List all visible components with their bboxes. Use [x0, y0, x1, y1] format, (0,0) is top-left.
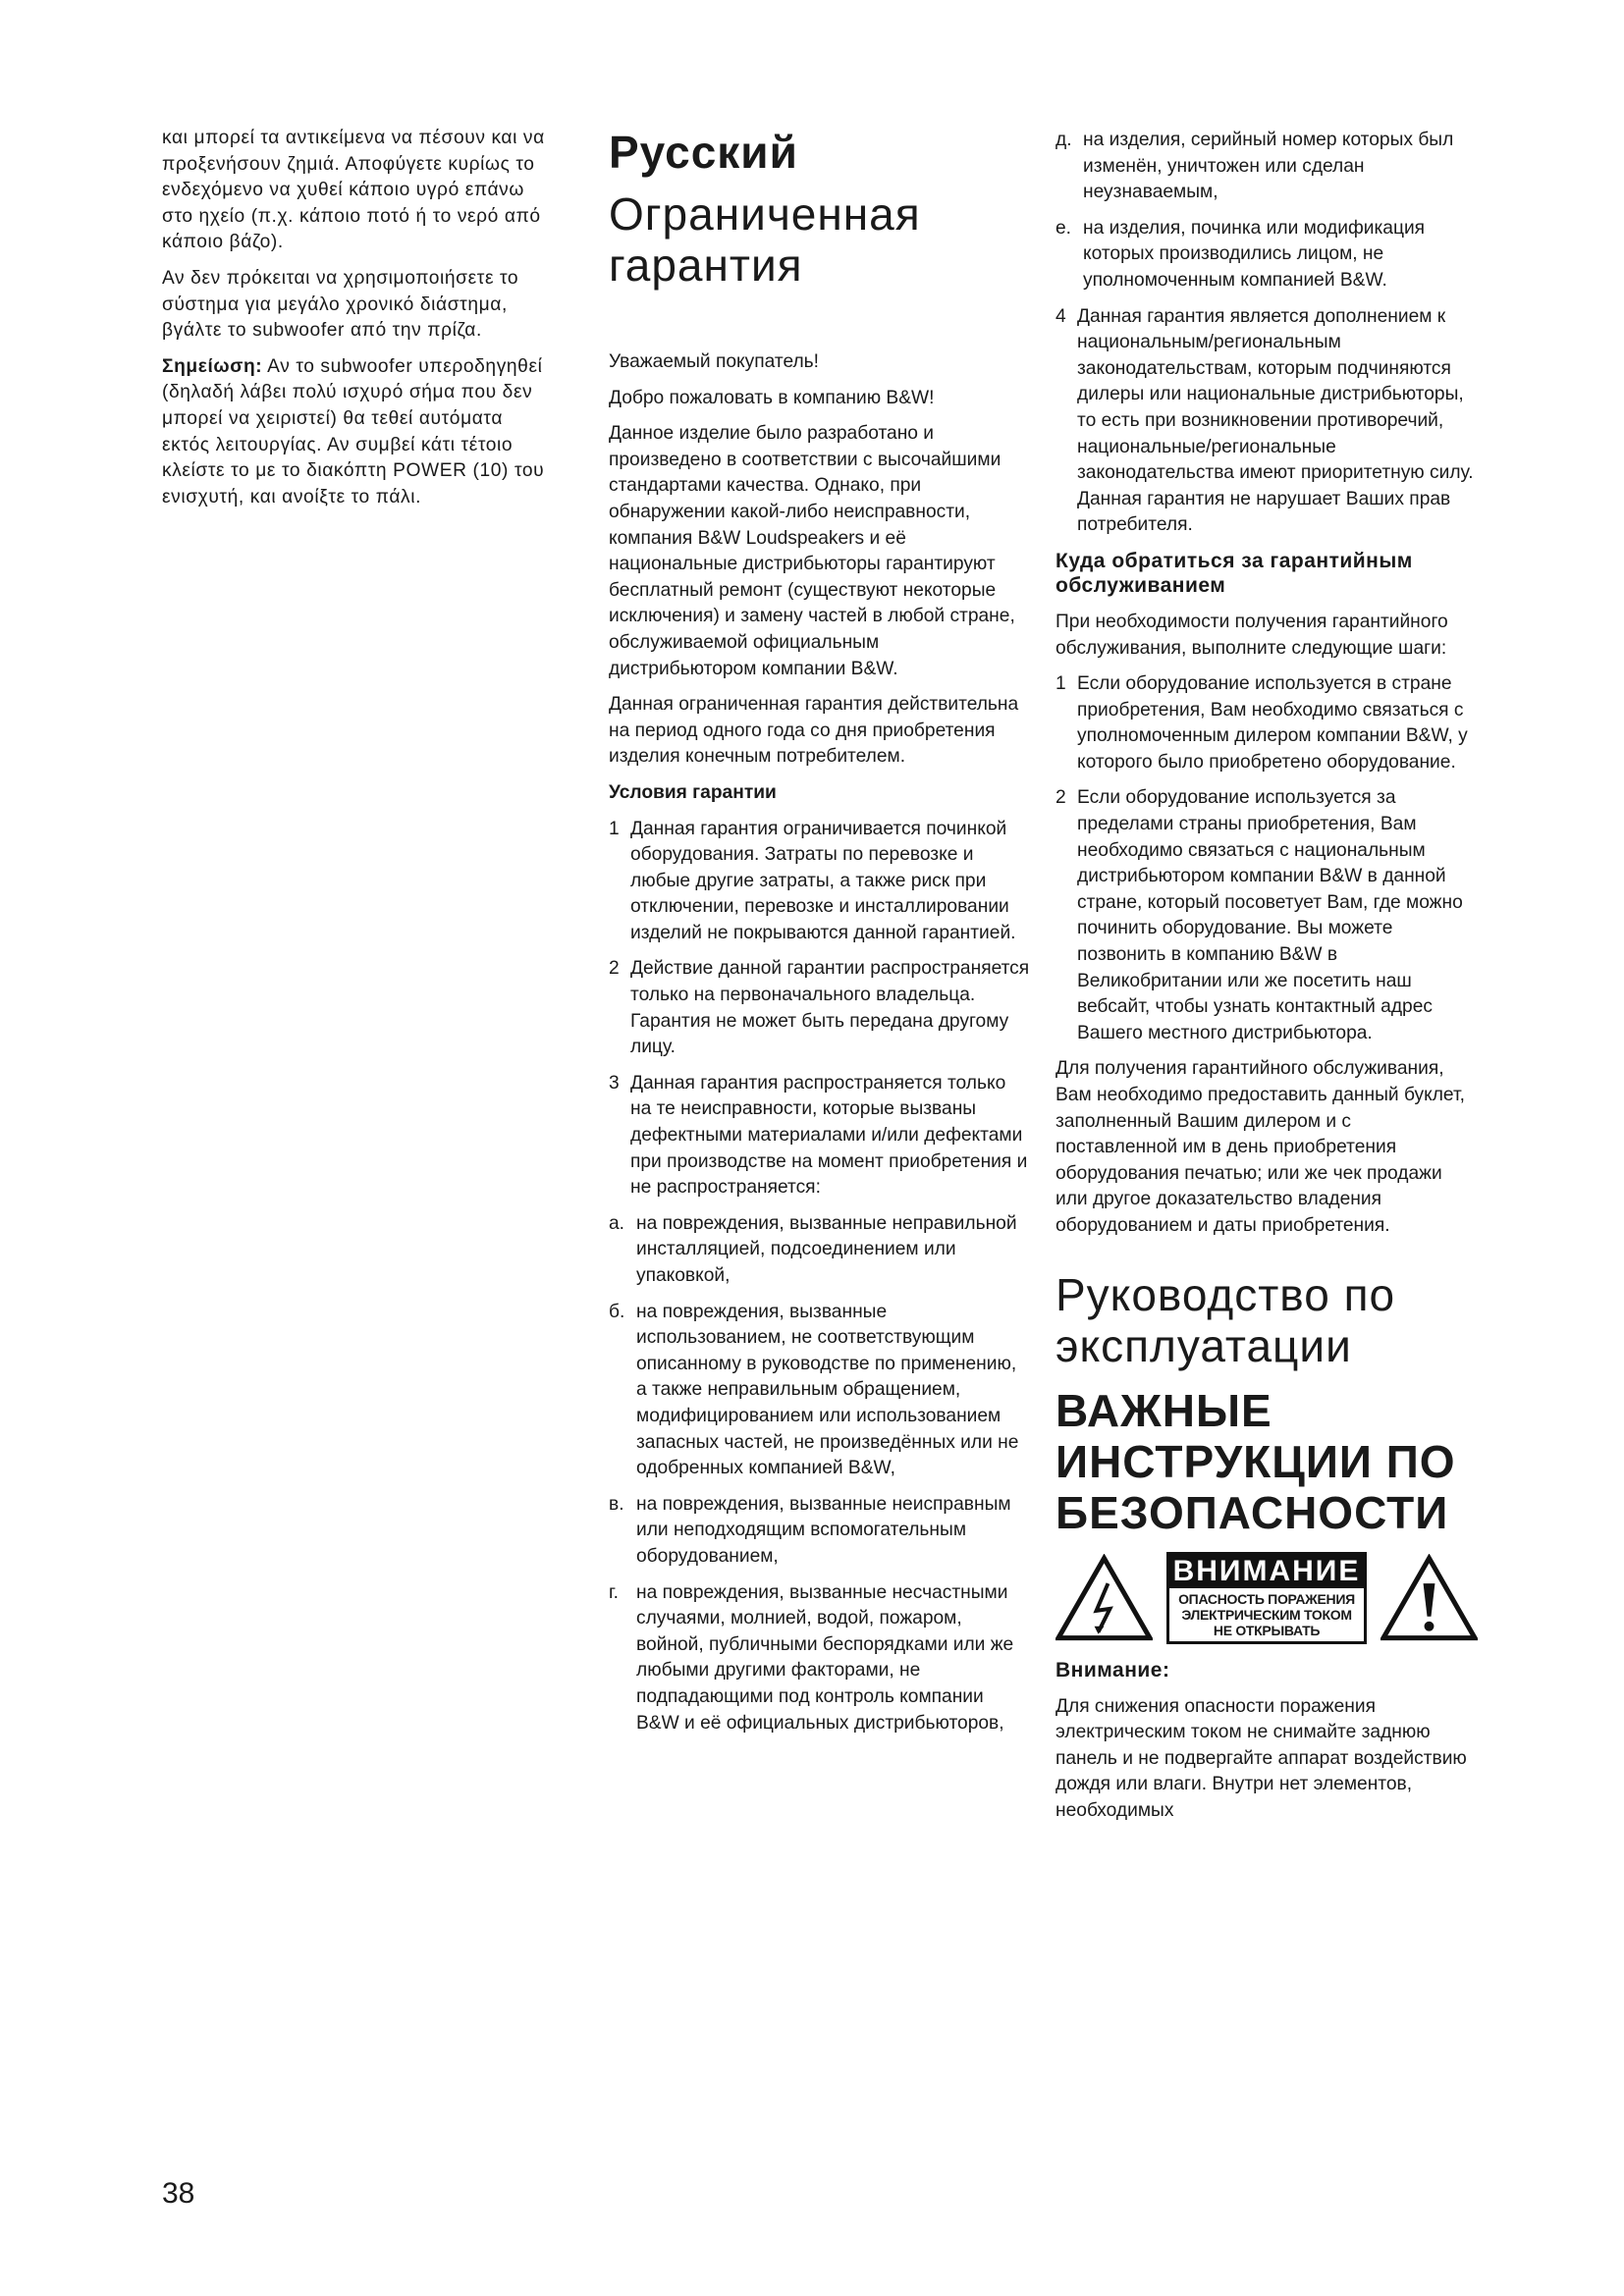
- service-heading: Куда обратиться за гарантийным обслуживанием: [1056, 549, 1413, 597]
- condition-item: [609, 956, 1031, 1060]
- step-number: 1: [1056, 673, 1066, 695]
- step-text: Если оборудование используется за пределами страны приобретения, Вам необходимо связаться с национальным дистрибьютором компании B&W в данной стране, который посоветует Вам, где можно починить оборудование. Вы можете позвонить в компанию B&W в Великобритании или же посетить наш вебсайт, чтобы узнать контактный адрес Вашего местного дистрибьютора.: [1077, 787, 1463, 1043]
- item-text: на изделия, починка или модификация которых производились лицом, не уполномоченным компанией B&W.: [1083, 217, 1426, 291]
- item-number: 2: [609, 958, 620, 980]
- item-text: на изделия, серийный номер которых был изменён, уничтожен или сделан неузнаваемым,: [1083, 130, 1454, 203]
- warning-label-bottom: [1169, 1588, 1364, 1641]
- exclusion-item: [609, 1580, 1031, 1737]
- warranty-intro: Данное изделие было разработано и произведено в соответствии с высочайшими стандартами качества. Однако, при обнаружении какой-либо неисправности, компания B&W Loudspeakers и её национальные дистрибьюторы гарантируют бесплатный ремонт (существуют некоторые исключения) и замену частей в любой стране, обслуживаемой официальным дистрибьютором компании B&W.: [609, 423, 1015, 679]
- exclusion-item: [609, 1211, 1031, 1290]
- warranty-column: [609, 126, 1031, 1746]
- item-letter: в.: [609, 1493, 624, 1515]
- item-text: Действие данной гарантии распространяется только на первоначального владельца. Гарантия не может быть передана другому лицу.: [630, 958, 1030, 1058]
- exclusion-item: [1056, 128, 1478, 206]
- item-text: на повреждения, вызванные неправильной инсталляцией, подсоединением или упаковкой,: [636, 1212, 1017, 1286]
- greek-note: [162, 354, 555, 511]
- item-text: Данная гарантия является дополнением к национальным/региональным законодательствам, которым подчиняются дилеры или национальные дистрибьюторы, то есть при возникновении противоречий, национальные/региональные законодательства имеют приоритетную силу. Данная гарантия не нарушает Ваших прав потребителя.: [1077, 305, 1474, 536]
- welcome: Добро пожаловать в компанию B&W!: [609, 387, 935, 408]
- greeting: Уважаемый покупатель!: [609, 351, 820, 372]
- item-number: 3: [609, 1072, 620, 1094]
- warranty-validity: Данная ограниченная гарантия действительна на период одного года со дня приобретения изделия конечным потребителем.: [609, 694, 1019, 768]
- step-text: Если оборудование используется в стране приобретения, Вам необходимо связаться с уполномоченным дилером компании B&W, у которого было приобретено оборудование.: [1077, 673, 1468, 773]
- service-intro: При необходимости получения гарантийного обслуживания, выполните следующие шаги:: [1056, 611, 1448, 659]
- item-text: Данная гарантия распространяется только на те неисправности, которые вызваны дефектными материалами и/или дефектами при производстве на момент приобретения и не распространяется:: [630, 1072, 1028, 1199]
- greek-note-text: Αν το subwoofer υπεροδηγηθεί (δηλαδή λάβει πολύ ισχυρό σήμα που δεν μπορεί να χειριστεί) θα τεθεί αυτόματα εκτός λειτουργίας. Αν συμβεί κάτι τέτοιο κλείστε το με το διακόπτη POWER (10) του ενισχυτή, και ανοίξτε το πάλι.: [162, 355, 545, 507]
- exclusion-item: [609, 1492, 1031, 1571]
- conditions-heading: Условия гарантии: [609, 781, 777, 803]
- booklet-paragraph: Для получения гарантийного обслуживания, Вам необходимо предоставить данный буклет, заполненный Вашим дилером и с поставленной им в день приобретения оборудования печатью; или же чек продажи или другое доказательство владения оборудованием и даты приобретения.: [1056, 1058, 1465, 1236]
- service-step: [1056, 671, 1478, 775]
- language-heading: Русский: [609, 127, 798, 178]
- service-column: [1056, 128, 1478, 1835]
- exclamation-warning-icon: [1380, 1554, 1478, 1642]
- item-number: 1: [609, 818, 620, 839]
- exclusion-item: [609, 1300, 1031, 1482]
- greek-column: [162, 126, 555, 520]
- item-letter: а.: [609, 1212, 625, 1234]
- warning-line: НЕ ОТКРЫВАТЬ: [1213, 1622, 1321, 1638]
- warning-label: [1166, 1552, 1367, 1644]
- exclusion-item: [1056, 216, 1478, 294]
- warranty-title: Ограниченная гарантия: [609, 188, 921, 291]
- item-letter: г.: [609, 1581, 619, 1603]
- service-step: [1056, 785, 1478, 1046]
- warning-line: ОПАСНОСТЬ ПОРАЖЕНИЯ: [1178, 1590, 1355, 1607]
- condition-item: [1056, 304, 1478, 539]
- safety-title: ВАЖНЫЕ ИНСТРУКЦИИ ПО БЕЗОПАСНОСТИ: [1056, 1384, 1456, 1538]
- item-number: 4: [1056, 305, 1066, 327]
- item-text: на повреждения, вызванные несчастными случаями, молнией, водой, пожаром, войной, публичными беспорядками или же любыми другими факторами, не подпадающими под контроль компании B&W и её официальных дистрибьюторов,: [636, 1581, 1014, 1734]
- greek-paragraph-2: Αν δεν πρόκειται να χρησιμοποιήσετε το σύστημα για μεγάλο χρονικό διάστημα, βγάλτε το subwoofer από την πρίζα.: [162, 267, 519, 342]
- item-text: на повреждения, вызванные неисправным или неподходящим вспомогательным оборудованием,: [636, 1493, 1011, 1567]
- item-letter: б.: [609, 1301, 625, 1322]
- condition-item: [609, 1071, 1031, 1201]
- warning-label-top: ВНИМАНИЕ: [1169, 1555, 1364, 1588]
- item-letter: д.: [1056, 130, 1072, 150]
- page-number: 38: [162, 2177, 195, 2210]
- condition-item: [609, 817, 1031, 947]
- warning-line: ЭЛЕКТРИЧЕСКИМ ТОКОМ: [1181, 1606, 1352, 1623]
- step-number: 2: [1056, 787, 1066, 809]
- item-text: Данная гарантия ограничивается починкой оборудования. Затраты по перевозке и любые другие затраты, а также риск при отключении, перевозке и инсталлировании изделий не покрываются данной гарантией.: [630, 818, 1016, 943]
- greek-paragraph-1: και μπορεί τα αντικείμενα να πέσουν και να προξενήσουν ζημιά. Αποφύγετε κυρίως το ενδεχόμενο να χυθεί κάποιο υγρό επάνω στο ηχείο (π.χ. κάποιο ποτό ή το νερό από κάποιο βάζο).: [162, 128, 545, 253]
- warning-symbols: [1056, 1552, 1478, 1644]
- manual-title: Руководство по эксплуатации: [1056, 1268, 1396, 1371]
- greek-note-label: Σημείωση:: [162, 355, 263, 377]
- item-text: на повреждения, вызванные использованием, не соответствующим описанному в руководстве по применению, а также неправильным обращением, модифицированием или использованием запасных частей, не произведённых или не одобренных компанией B&W,: [636, 1301, 1019, 1479]
- caution-text: Для снижения опасности поражения электрическим током не снимайте заднюю панель и не подвергайте аппарат воздействию дождя или влаги. Внутри нет элементов, необходимых: [1056, 1695, 1467, 1821]
- caution-heading: Внимание:: [1056, 1658, 1170, 1682]
- lightning-warning-icon: [1056, 1554, 1153, 1642]
- item-letter: е.: [1056, 217, 1072, 239]
